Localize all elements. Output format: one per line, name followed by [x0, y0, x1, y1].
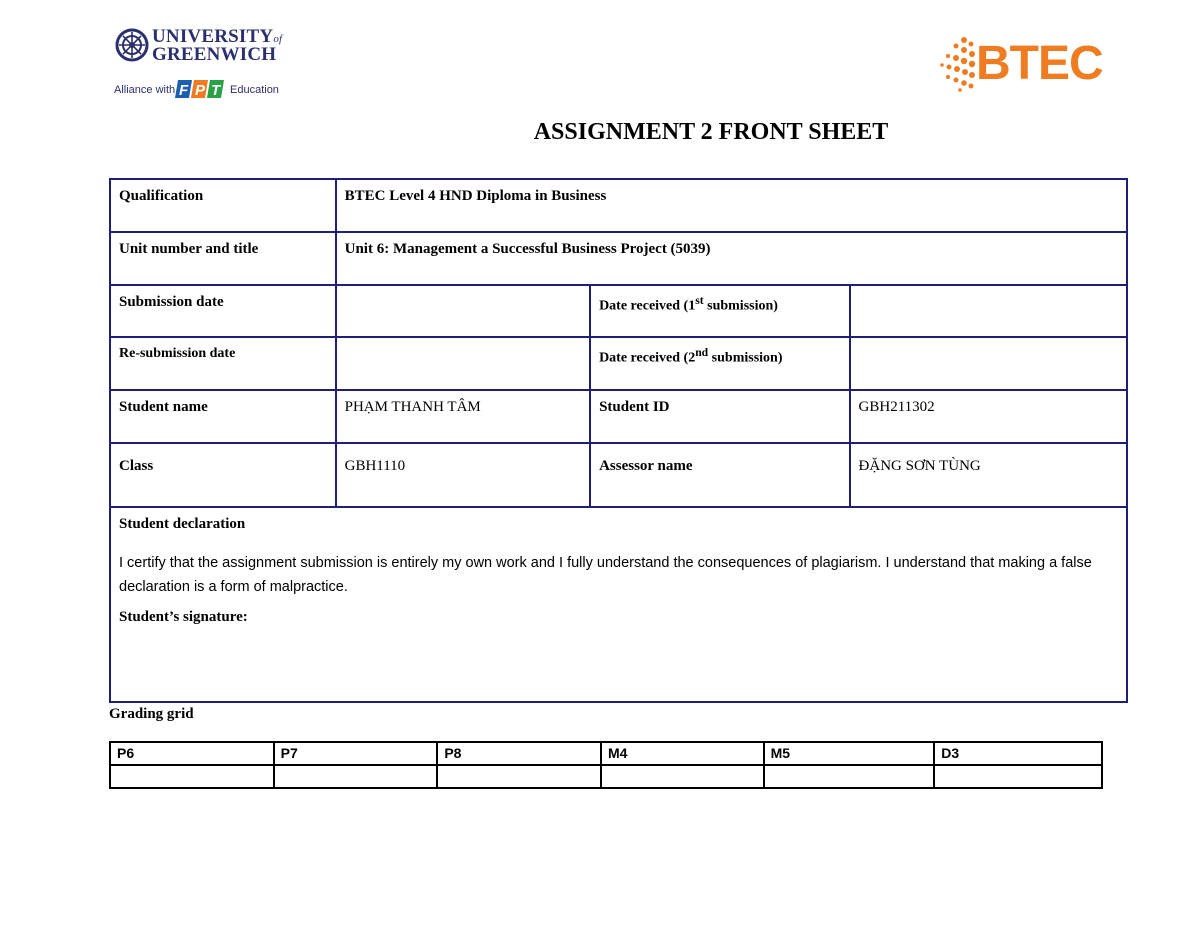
front-sheet-table — [109, 178, 1128, 703]
qualification-label: Qualification — [110, 179, 336, 232]
greenwich-seal-icon — [115, 28, 149, 62]
declaration-heading: Student declaration — [119, 516, 246, 532]
grade-header-p8: P8 — [437, 742, 601, 765]
class-row — [110, 443, 1127, 507]
grade-cell-m5[interactable] — [764, 765, 935, 788]
student-name-label: Student name — [110, 390, 336, 443]
date-received-1-field[interactable] — [850, 285, 1127, 337]
university-wordmark: UNIVERSITYof — [152, 26, 283, 47]
signature-label: Student’s signature: — [119, 609, 248, 625]
grading-grid-table — [109, 741, 1103, 789]
svg-text:P: P — [195, 82, 206, 99]
alliance-text: Alliance with — [114, 84, 176, 96]
student-row — [110, 390, 1127, 443]
grade-header-d3: D3 — [934, 742, 1102, 765]
resubmission-row — [110, 337, 1127, 390]
btec-logo — [936, 34, 1126, 94]
student-id-value[interactable]: GBH211302 — [850, 390, 1127, 443]
grading-grid-label: Grading grid — [109, 706, 194, 722]
resubmission-date-label: Re-submission date — [110, 337, 336, 390]
class-label: Class — [110, 443, 336, 507]
svg-text:F: F — [179, 82, 189, 99]
qualification-row — [110, 179, 1127, 232]
grade-cell-p8[interactable] — [437, 765, 601, 788]
unit-label: Unit number and title — [110, 232, 336, 285]
date-received-1-label: Date received (1st submission) — [590, 285, 849, 337]
svg-text:T: T — [211, 82, 221, 99]
declaration-cell — [110, 507, 1127, 702]
submission-date-field[interactable] — [336, 285, 590, 337]
fpt-logo-icon — [174, 78, 228, 100]
unit-value: Unit 6: Management a Successful Business Project (5039) — [336, 232, 1127, 285]
qualification-value: BTEC Level 4 HND Diploma in Business — [336, 179, 1127, 232]
resubmission-date-field[interactable] — [336, 337, 590, 390]
grade-cell-p7[interactable] — [274, 765, 438, 788]
grading-header-row — [110, 742, 1102, 765]
declaration-row — [110, 507, 1127, 702]
unit-row — [110, 232, 1127, 285]
page-title: ASSIGNMENT 2 FRONT SHEET — [533, 119, 889, 145]
student-id-label: Student ID — [590, 390, 849, 443]
greenwich-wordmark: GREENWICH — [152, 44, 277, 65]
grading-value-row — [110, 765, 1102, 788]
declaration-text: I certify that the assignment submission is entirely my own work and I fully understand the consequences of plagiarism. I understand that making a false declaration is a form of malpractice. — [119, 555, 1092, 595]
class-value[interactable]: GBH1110 — [336, 443, 590, 507]
grade-header-m5: M5 — [764, 742, 935, 765]
assessor-label: Assessor name — [590, 443, 849, 507]
university-of-greenwich-logo — [112, 26, 282, 106]
grade-header-p7: P7 — [274, 742, 438, 765]
btec-wordmark: BTEC — [976, 37, 1103, 90]
date-received-2-field[interactable] — [850, 337, 1127, 390]
assessor-value[interactable]: ĐẶNG SƠN TÙNG — [850, 443, 1127, 507]
grade-header-m4: M4 — [601, 742, 764, 765]
student-name-value[interactable]: PHẠM THANH TÂM — [336, 390, 590, 443]
grade-header-p6: P6 — [110, 742, 274, 765]
btec-dots-icon — [936, 34, 978, 94]
education-text: Education — [230, 84, 279, 96]
submission-row — [110, 285, 1127, 337]
grade-cell-d3[interactable] — [934, 765, 1102, 788]
date-received-2-label: Date received (2nd submission) — [590, 337, 849, 390]
grade-cell-m4[interactable] — [601, 765, 764, 788]
grade-cell-p6[interactable] — [110, 765, 274, 788]
submission-date-label: Submission date — [110, 285, 336, 337]
